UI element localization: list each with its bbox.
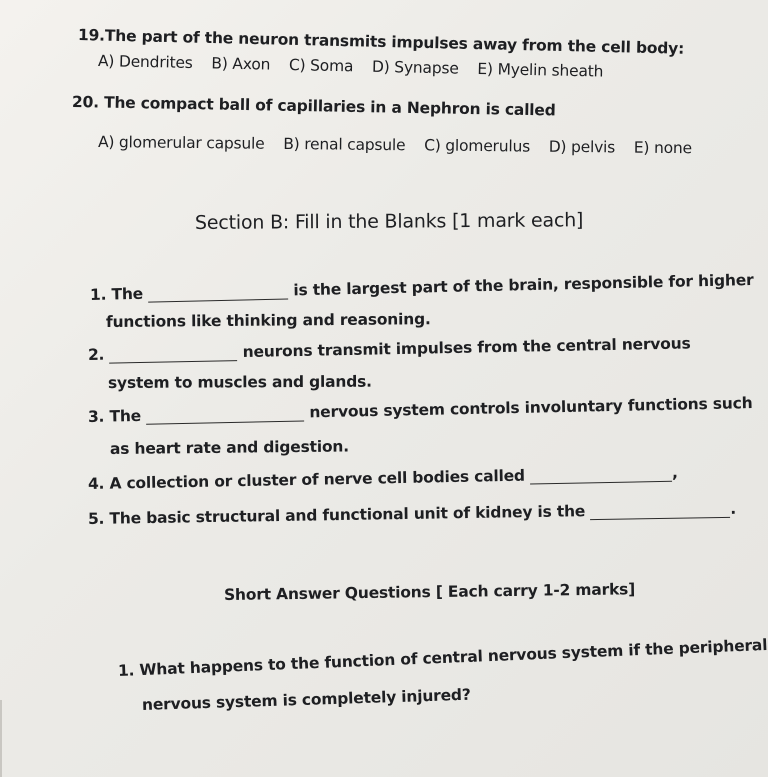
short-answer-question-1 — [118, 636, 768, 680]
item-3-post: nervous system controls involuntary functions such — [309, 394, 753, 422]
item-5-pre: The basic structural and functional unit of kidney is the — [109, 502, 586, 528]
item-3-pre: The — [109, 406, 142, 426]
item-3-number: 3. — [87, 407, 105, 426]
fill-blank-item-2-continued: system to muscles and glands. — [107, 372, 372, 392]
fill-blank-item-1 — [90, 271, 754, 304]
q19-option-a: A) Dendrites — [97, 52, 193, 72]
q19-option-e: E) Myelin sheath — [477, 59, 604, 81]
item-1-pre: The — [111, 284, 144, 304]
section-b-heading: Section B: Fill in the Blanks [1 mark each] — [194, 209, 584, 234]
q19-option-d: D) Synapse — [371, 57, 459, 78]
q20-option-d: D) pelvis — [548, 137, 616, 157]
item-4-pre: A collection or cluster of nerve cell bodies called — [109, 466, 526, 493]
fill-blank-item-2 — [88, 334, 691, 364]
item-1-post: is the largest part of the brain, responsible for higher — [293, 270, 754, 300]
item-4-number: 4. — [87, 474, 105, 493]
fill-blank-item-1-continued: functions like thinking and reasoning. — [105, 310, 431, 331]
item-4-post: , — [671, 463, 678, 482]
short-answer-question-1-continued: nervous system is completely injured? — [141, 685, 471, 714]
sa-q1-number: 1. — [117, 661, 135, 680]
question-19-options — [98, 52, 618, 81]
item-1-number: 1. — [89, 285, 107, 304]
question-20-text: 20. The compact ball of capillaries in a Nephron is called — [71, 93, 556, 120]
item-5-post: . — [730, 499, 737, 518]
item-2-post: neurons transmit impulses from the central nervous — [242, 334, 691, 362]
item-3-answer-blank[interactable] — [146, 406, 304, 424]
sa-q1-line1: What happens to the function of central nervous system if the peripheral — [139, 635, 768, 680]
q19-option-c: C) Soma — [288, 56, 354, 76]
fill-blank-item-5 — [88, 500, 736, 528]
q20-option-c: C) glomerulus — [424, 136, 531, 156]
question-19-text: 19.The part of the neuron transmits impulses away from the cell body: — [77, 26, 685, 58]
item-1-answer-blank[interactable] — [148, 285, 288, 303]
q20-option-a: A) glomerular capsule — [97, 133, 265, 153]
fill-blank-item-3-continued: as heart rate and digestion. — [109, 437, 349, 458]
q19-option-b: B) Axon — [211, 54, 271, 74]
item-5-number: 5. — [87, 509, 105, 528]
fill-blank-item-4 — [88, 464, 678, 493]
q20-option-e: E) none — [633, 138, 692, 158]
item-4-answer-blank[interactable] — [530, 467, 672, 485]
question-20-options — [98, 133, 706, 157]
fill-blank-item-3 — [88, 394, 753, 426]
item-2-number: 2. — [87, 345, 105, 364]
item-5-answer-blank[interactable] — [590, 503, 730, 520]
short-answer-heading: Short Answer Questions [ Each carry 1-2 marks] — [223, 580, 636, 604]
item-2-answer-blank[interactable] — [109, 346, 237, 363]
q20-option-b: B) renal capsule — [283, 134, 406, 155]
page-edge-shadow — [0, 700, 2, 777]
